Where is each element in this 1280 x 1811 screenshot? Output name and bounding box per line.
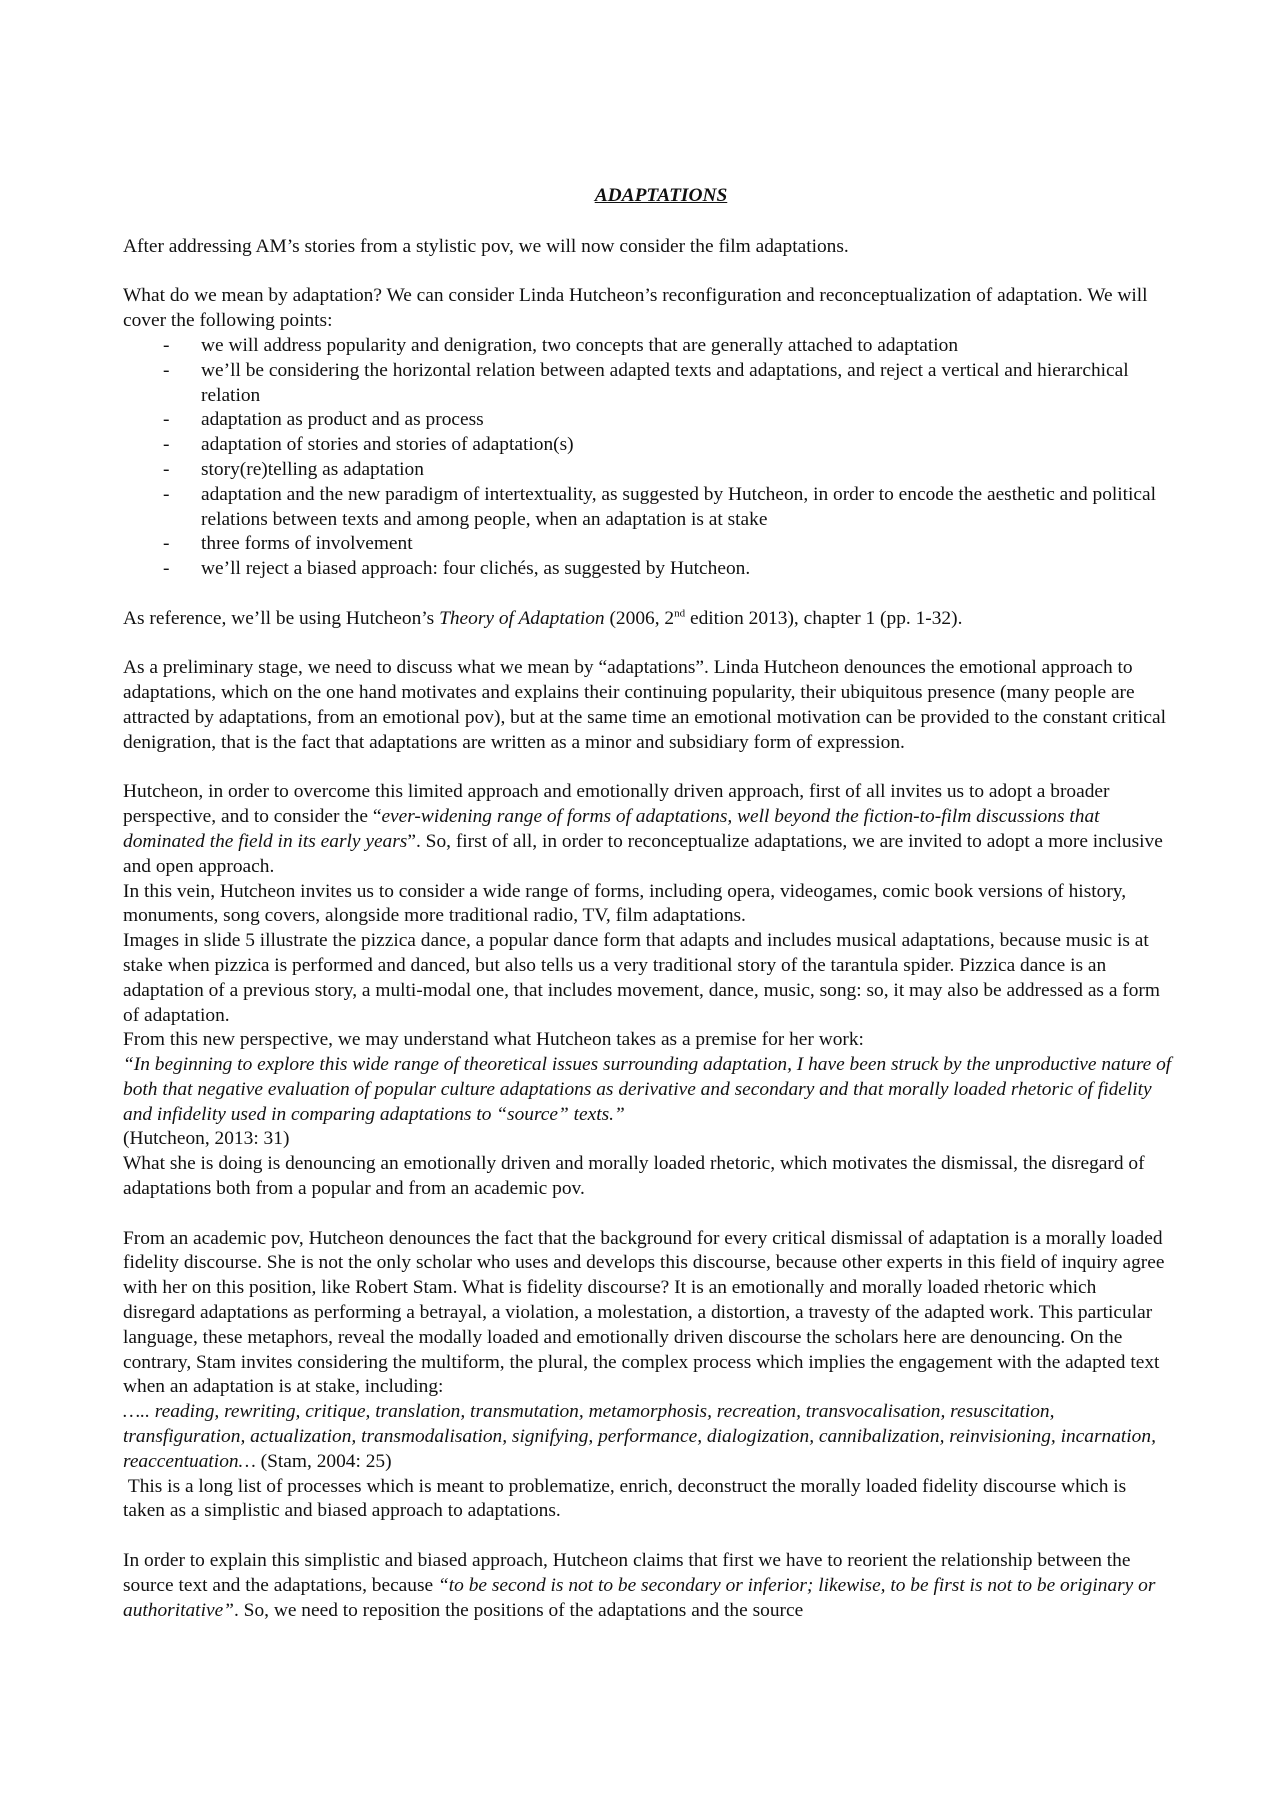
preliminary-paragraph: As a preliminary stage, we need to discuss what we mean by “adaptations”. Linda Hutcheon denounces the emotional approach to adaptations, which on the one hand motivates and explains their continuing popularity, their ubiquitous presence (many people are attracted by adaptations, from an emotional pov), but at the same time an emotional motivation can be provided to the constant critical denigration, that is the fact that adaptations are written as a minor and subsidiary form of expression. (123, 657, 1167, 753)
paragraph-text: Hutcheon, in order to overcome this limited approach and emotionally driven approach, first of all invites us to adopt a broader perspective, and to consider the “ (123, 781, 1110, 828)
list-item: - adaptation and the new paradigm of intertextuality, as suggested by Hutcheon, in order to encode the aesthetic and political relations between texts and among people, when an adaptation is at stake (123, 483, 1173, 533)
quote-text: ….. reading, rewriting, critique, translation, transmutation, metamorphosis, recreation, transvocalisation, resuscitation, transfiguration, actualization, transmodalisation, signifying, performance, dialogization, cannibalization, reinvisioning, incarnation, reaccentuation… (123, 1401, 1156, 1472)
inline-quote: “to be second is not to be secondary or inferior; likewise, to be first is not to be originary or authoritative” (123, 1574, 1156, 1621)
page-title: ADAPTATIONS (594, 185, 728, 206)
list-item: - three forms of involvement (123, 532, 1173, 557)
points-list (123, 334, 1173, 582)
reference-text: (2006, 2 (604, 607, 675, 629)
quote-citation: (Stam, 2004: 25) (255, 1450, 392, 1472)
premise-quote (123, 1053, 1173, 1127)
intro-paragraph: After addressing AM’s stories from a stylistic pov, we will now consider the film adaptations. (123, 235, 849, 257)
list-item: - we will address popularity and denigration, two concepts that are generally attached to adaptation (123, 334, 1173, 359)
edition-superscript: nd (674, 607, 686, 620)
academic-paragraph: From an academic pov, Hutcheon denounces the fact that the background for every critical dismissal of adaptation is a morally loaded fidelity discourse. She is not the only scholar who uses and develops this discourse, because other experts in this field of inquiry agree with her on this position, like Robert Stam. What is fidelity discourse? It is an emotionally and morally loaded rhetoric which disregard adaptations as performing a betrayal, a violation, a molestation, a distortion, a travesty of the adapted work. This particular language, these metaphors, reveal the modally loaded and emotionally driven discourse the scholars here are denouncing. On the contrary, Stam invites considering the multiform, the plural, the complex process which implies the engagement with the adapted text when an adaptation is at stake, including: (123, 1227, 1165, 1398)
list-item: - adaptation as product and as process (123, 408, 1173, 433)
inline-quote: ever-widening range of forms of adaptations, well beyond the fiction-to-film discussions that dominated the field in its early years (123, 806, 1100, 852)
reference-text: edition 2013), chapter 1 (pp. 1-32). (685, 607, 963, 629)
book-title: Theory of Adaptation (439, 607, 605, 629)
quote-text: “In beginning to explore this wide range of theoretical issues surrounding adaptation, I have been struck by the unproductive nature of both that negative evaluation of popular culture adaptations as derivative and secondary and that morally loaded rhetoric of fidelity and infidelity used in comparing adaptations to “source” texts.” (123, 1054, 1172, 1125)
paragraph-text: In order to explain this simplistic and biased approach, Hutcheon claims that first we have to reorient the relationship between the source text and the adaptations, because (123, 1550, 1131, 1596)
paragraph-text: . So, we need to reposition the positions of the adaptations and the source (233, 1599, 804, 1621)
list-item: - we’ll reject a biased approach: four clichés, as suggested by Hutcheon. (123, 557, 1173, 582)
question-paragraph: What do we mean by adaptation? We can consider Linda Hutcheon’s reconfiguration and reconceptualization of adaptation. We will cover the following points: (123, 285, 1148, 332)
document-page (123, 184, 1173, 1623)
images-paragraph: Images in slide 5 illustrate the pizzica dance, a popular dance form that adapts and includes musical adaptations, because music is at stake when pizzica is performed and danced, but also tells us a very traditional story of the tarantula spider. Pizzica dance is an adaptation of a previous story, a multi-modal one, that includes movement, dance, music, song: so, it may also be addressed as a form of adaptation. (123, 930, 1160, 1026)
denouncing-paragraph: What she is doing is denouncing an emotionally driven and morally loaded rhetoric, which motivates the dismissal, the disregard of adaptations both from a popular and from an academic pov. (123, 1153, 1145, 1200)
list-paragraph: This is a long list of processes which is meant to problematize, enrich, deconstruct the morally loaded fidelity discourse which is taken as a simplistic and biased approach to adaptations. (123, 1475, 1132, 1522)
premise-citation: (Hutcheon, 2013: 31) (123, 1128, 290, 1150)
hutcheon-paragraph (123, 780, 1173, 879)
stam-quote (123, 1400, 1173, 1474)
list-item: - adaptation of stories and stories of adaptation(s) (123, 433, 1173, 458)
reorient-paragraph (123, 1549, 1173, 1623)
paragraph-text: ”. So, first of all, in order to reconceptualize adaptations, we are invited to adopt a more inclusive and open approach. (123, 830, 1163, 877)
vein-paragraph: In this vein, Hutcheon invites us to consider a wide range of forms, including opera, videogames, comic book versions of history, monuments, song covers, alongside more traditional radio, TV, film adaptations. (123, 880, 1127, 927)
reference-paragraph (123, 607, 1173, 632)
list-item: - we’ll be considering the horizontal relation between adapted texts and adaptations, and reject a vertical and hierarchical relation (123, 359, 1173, 409)
reference-text: As reference, we’ll be using Hutcheon’s (123, 607, 440, 629)
perspective-paragraph: From this new perspective, we may understand what Hutcheon takes as a premise for her work: (123, 1029, 864, 1051)
list-item: - story(re)telling as adaptation (123, 458, 1173, 483)
